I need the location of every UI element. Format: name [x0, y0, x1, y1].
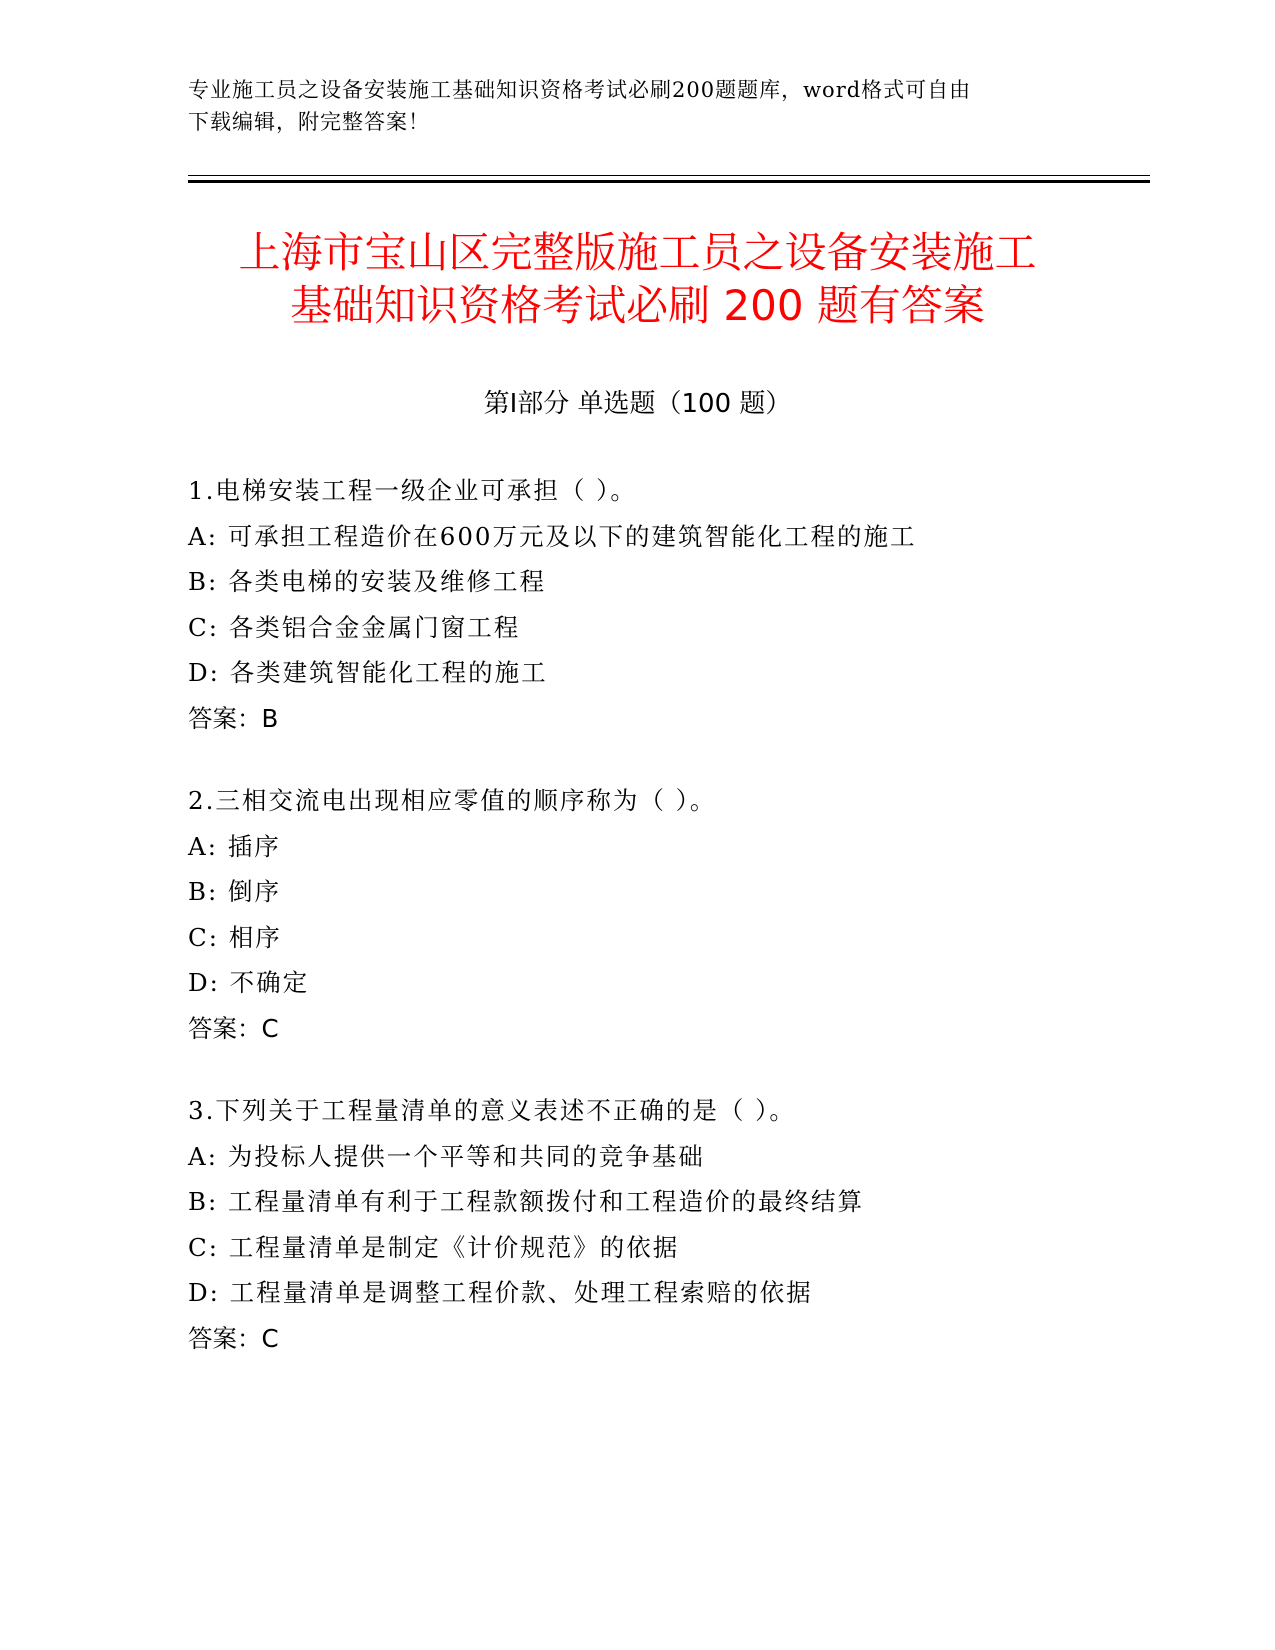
option-b: B: 倒序	[188, 877, 282, 906]
header-note-line-1: 专业施工员之设备安装施工基础知识资格考试必刷200题题库，word格式可自由	[188, 78, 972, 102]
option-c: C: 各类铝合金金属门窗工程	[188, 612, 521, 642]
option-c: C: 相序	[188, 922, 282, 952]
document-title	[150, 226, 1125, 332]
option-d: D: 不确定	[188, 968, 310, 997]
option-b: B: 各类电梯的安装及维修工程	[188, 567, 547, 596]
question-stem: 1.电梯安装工程一级企业可承担（ ）。	[188, 476, 637, 505]
option-b: B: 工程量清单有利于工程款额拨付和工程造价的最终结算	[188, 1187, 865, 1216]
answer: 答案：C	[188, 1323, 279, 1353]
question-stem: 3.下列关于工程量清单的意义表述不正确的是（ ）。	[188, 1096, 796, 1125]
section-heading: 第Ⅰ部分 单选题（100 题）	[483, 389, 792, 419]
header-rule-thin	[188, 175, 1150, 176]
option-d: D: 各类建筑智能化工程的施工	[188, 658, 548, 687]
option-a: A: 为投标人提供一个平等和共同的竞争基础	[188, 1141, 705, 1171]
question-1	[188, 468, 1148, 741]
header-note-line-2: 下载编辑，附完整答案！	[188, 110, 430, 134]
question-3	[188, 1088, 1148, 1361]
document-title-line-2: 基础知识资格考试必刷 200 题有答案	[290, 281, 985, 330]
option-d: D: 工程量清单是调整工程价款、处理工程索赔的依据	[188, 1278, 813, 1307]
answer: 答案：C	[188, 1013, 279, 1043]
option-c: C: 工程量清单是制定《计价规范》的依据	[188, 1232, 680, 1262]
document-title-line-1: 上海市宝山区完整版施工员之设备安装施工	[238, 228, 1037, 277]
question-2	[188, 778, 1148, 1051]
answer: 答案：B	[188, 703, 279, 733]
header-rule-thick	[188, 180, 1150, 183]
question-stem: 2.三相交流电出现相应零值的顺序称为（ ）。	[188, 786, 717, 815]
header-note	[188, 74, 1088, 138]
option-a: A: 可承担工程造价在600万元及以下的建筑智能化工程的施工	[188, 521, 917, 551]
option-a: A: 插序	[188, 831, 281, 861]
